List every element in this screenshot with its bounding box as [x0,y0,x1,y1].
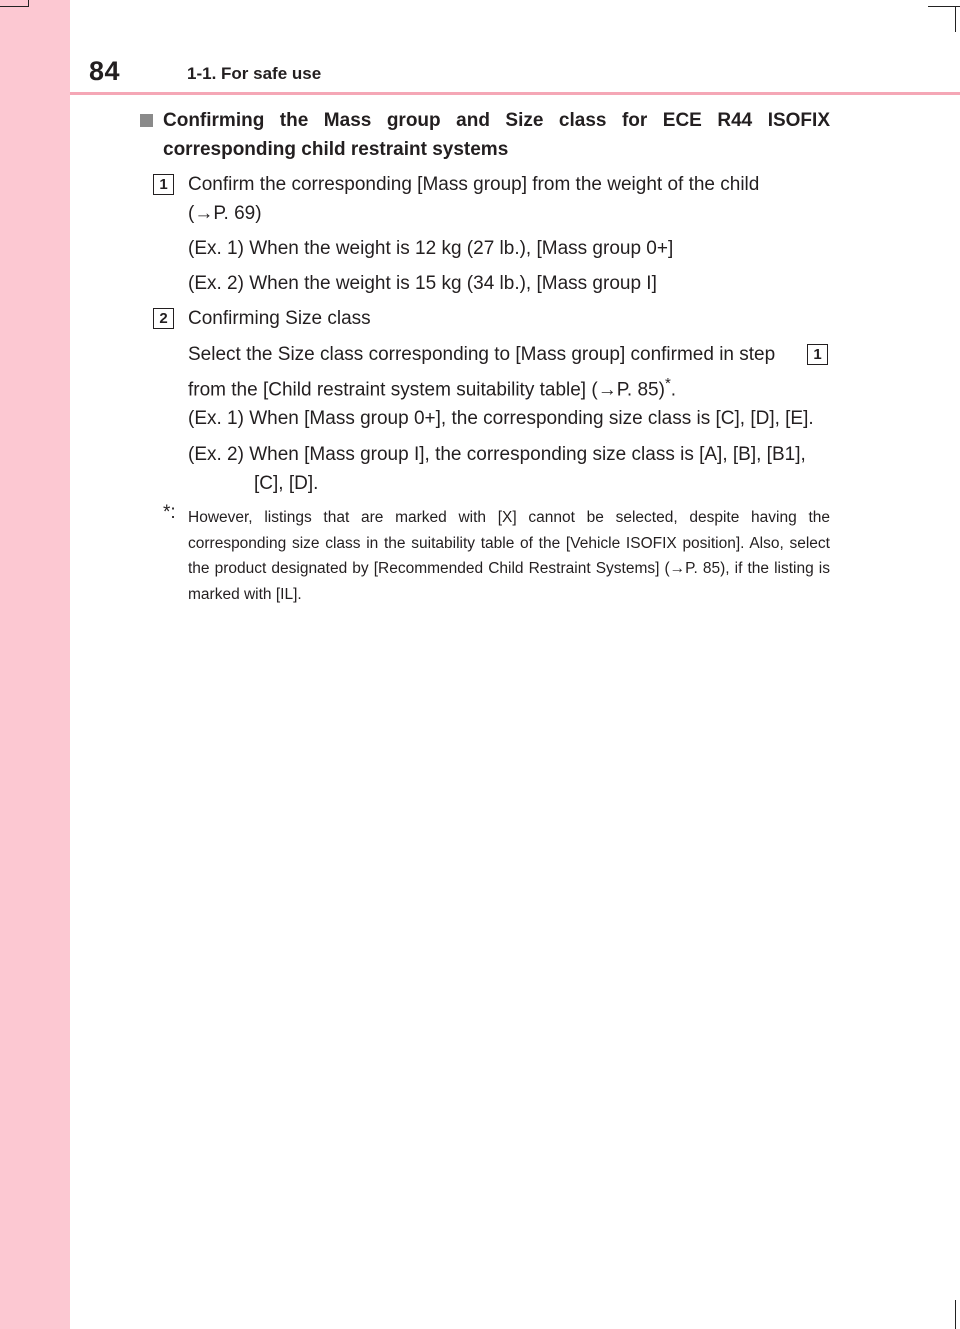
step-2-example-2-line-2: [C], [D]. [254,473,319,494]
page-number: 84 [89,56,121,86]
step-2-badge: 2 [153,308,174,329]
step-1-line-1: Confirm the corresponding [Mass group] from the weight of the child [188,174,760,195]
section-title: 1-1. For safe use [187,64,322,83]
inline-step-1-reference: 1 [807,344,828,365]
header-rule [70,92,960,95]
step-2-title: Confirming Size class [188,308,371,329]
step-2-body-line-2-end: . [670,379,677,401]
crop-mark-bottom-right-v [955,1300,956,1329]
heading-bullet-icon [140,114,153,127]
step-2-body-line-2-text: from the [Child restraint system suitability table] (→P. 85) [188,379,665,401]
footnote-marker: *: [163,502,176,523]
step-2-example-1: (Ex. 1) When [Mass group 0+], the corresponding size class is [C], [D], [E]. [188,408,814,429]
step-2-body-line-1: Select the Size class corresponding to [Mass group] confirmed in step [188,344,776,365]
step-1-badge: 1 [153,174,174,195]
step-1-example-2: (Ex. 2) When the weight is 15 kg (34 lb.), [Mass group I] [188,273,657,294]
step-2-body-line-2 [188,369,676,404]
crop-mark-top-right-v [955,6,956,32]
step-2-example-2-line-1: (Ex. 2) When [Mass group I], the corresponding size class is [A], [B], [B1], [188,444,806,465]
footnote-text: However, listings that are marked with [X] cannot be selected, despite having the corresponding size class in the suitability table of the [Vehicle ISOFIX position]. Also, select the product designated by [Recommended Child Restraint Systems] (→P. 85), if the listing is marked with [IL]. [188,509,830,603]
crop-mark-top-left-h [0,6,28,7]
subsection-heading: Confirming the Mass group and Size class for ECE R44 ISOFIX corresponding child restraint systems [163,110,830,160]
step-1-example-1: (Ex. 1) When the weight is 12 kg (27 lb.), [Mass group 0+] [188,238,674,259]
crop-mark-top-left-v [28,0,29,7]
step-1-line-2: (→P. 69) [188,203,262,224]
page-margin-band [0,0,70,1329]
footnote-asterisk: * [664,375,671,392]
